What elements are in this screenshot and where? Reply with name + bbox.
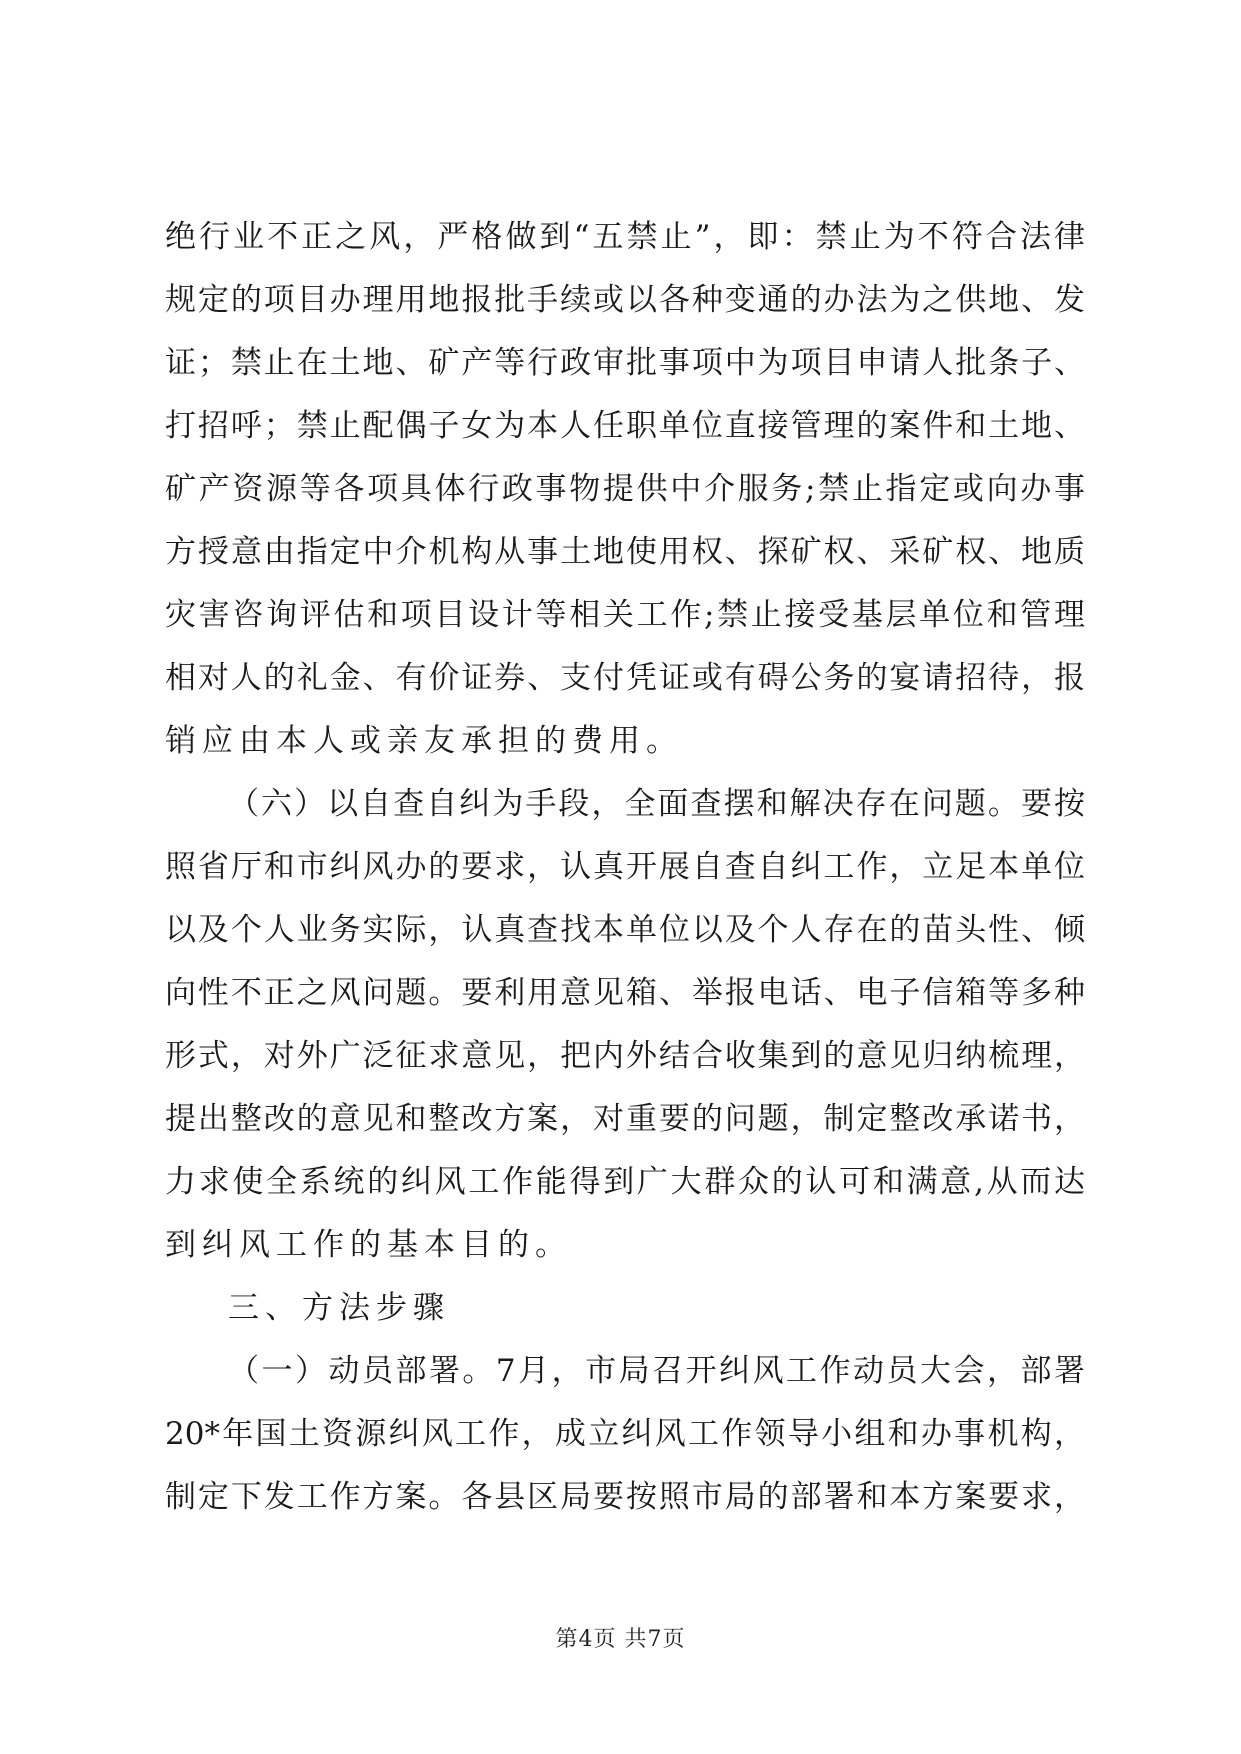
paragraph-line: 形式，对外广泛征求意见，把内外结合收集到的意见归纳梳理， [165, 1038, 1085, 1074]
paragraph-first-line: （一）动员部署。7月，市局召开纠风工作动员大会，部署 [228, 1353, 1085, 1389]
paragraph-line: 制定下发工作方案。各县区局要按照市局的部署和本方案要求， [165, 1479, 1085, 1515]
paragraph-line: 销应由本人或亲友承担的费用。 [165, 723, 683, 759]
paragraph-line: 向性不正之风问题。要利用意见箱、举报电话、电子信箱等多种 [165, 975, 1085, 1011]
paragraph-line: 照省厅和市纠风办的要求，认真开展自查自纠工作，立足本单位 [165, 849, 1085, 885]
paragraph-line: 打招呼；禁止配偶子女为本人任职单位直接管理的案件和土地、 [165, 408, 1085, 444]
paragraph-line: 相对人的礼金、有价证券、支付凭证或有碍公务的宴请招待，报 [165, 660, 1085, 696]
paragraph-line: 绝行业不正之风，严格做到“五禁止”，即：禁止为不符合法律 [165, 219, 1085, 255]
page-number-footer: 第4页 共7页 [555, 1627, 686, 1652]
paragraph-first-line: （六）以自查自纠为手段，全面查摆和解决存在问题。要按 [228, 786, 1085, 822]
paragraph-line: 方授意由指定中介机构从事土地使用权、探矿权、采矿权、地质 [165, 534, 1085, 570]
paragraph-line: 力求使全系统的纠风工作能得到广大群众的认可和满意,从而达 [165, 1164, 1085, 1200]
paragraph-line: 以及个人业务实际，认真查找本单位以及个人存在的苗头性、倾 [165, 912, 1085, 948]
paragraph-line: 规定的项目办理用地报批手续或以各种变通的办法为之供地、发 [165, 282, 1085, 318]
paragraph-line: 到纠风工作的基本目的。 [165, 1227, 572, 1263]
section-heading: 三、方法步骤 [228, 1290, 450, 1326]
paragraph-line: 20*年国土资源纠风工作，成立纠风工作领导小组和办事机构， [165, 1416, 1085, 1452]
paragraph-line: 证；禁止在土地、矿产等行政审批事项中为项目申请人批条子、 [165, 345, 1085, 381]
paragraph-line: 提出整改的意见和整改方案，对重要的问题，制定整改承诺书， [165, 1101, 1085, 1137]
paragraph-line: 矿产资源等各项具体行政事物提供中介服务;禁止指定或向办事 [165, 471, 1085, 507]
paragraph-line: 灾害咨询评估和项目设计等相关工作;禁止接受基层单位和管理 [165, 597, 1085, 633]
